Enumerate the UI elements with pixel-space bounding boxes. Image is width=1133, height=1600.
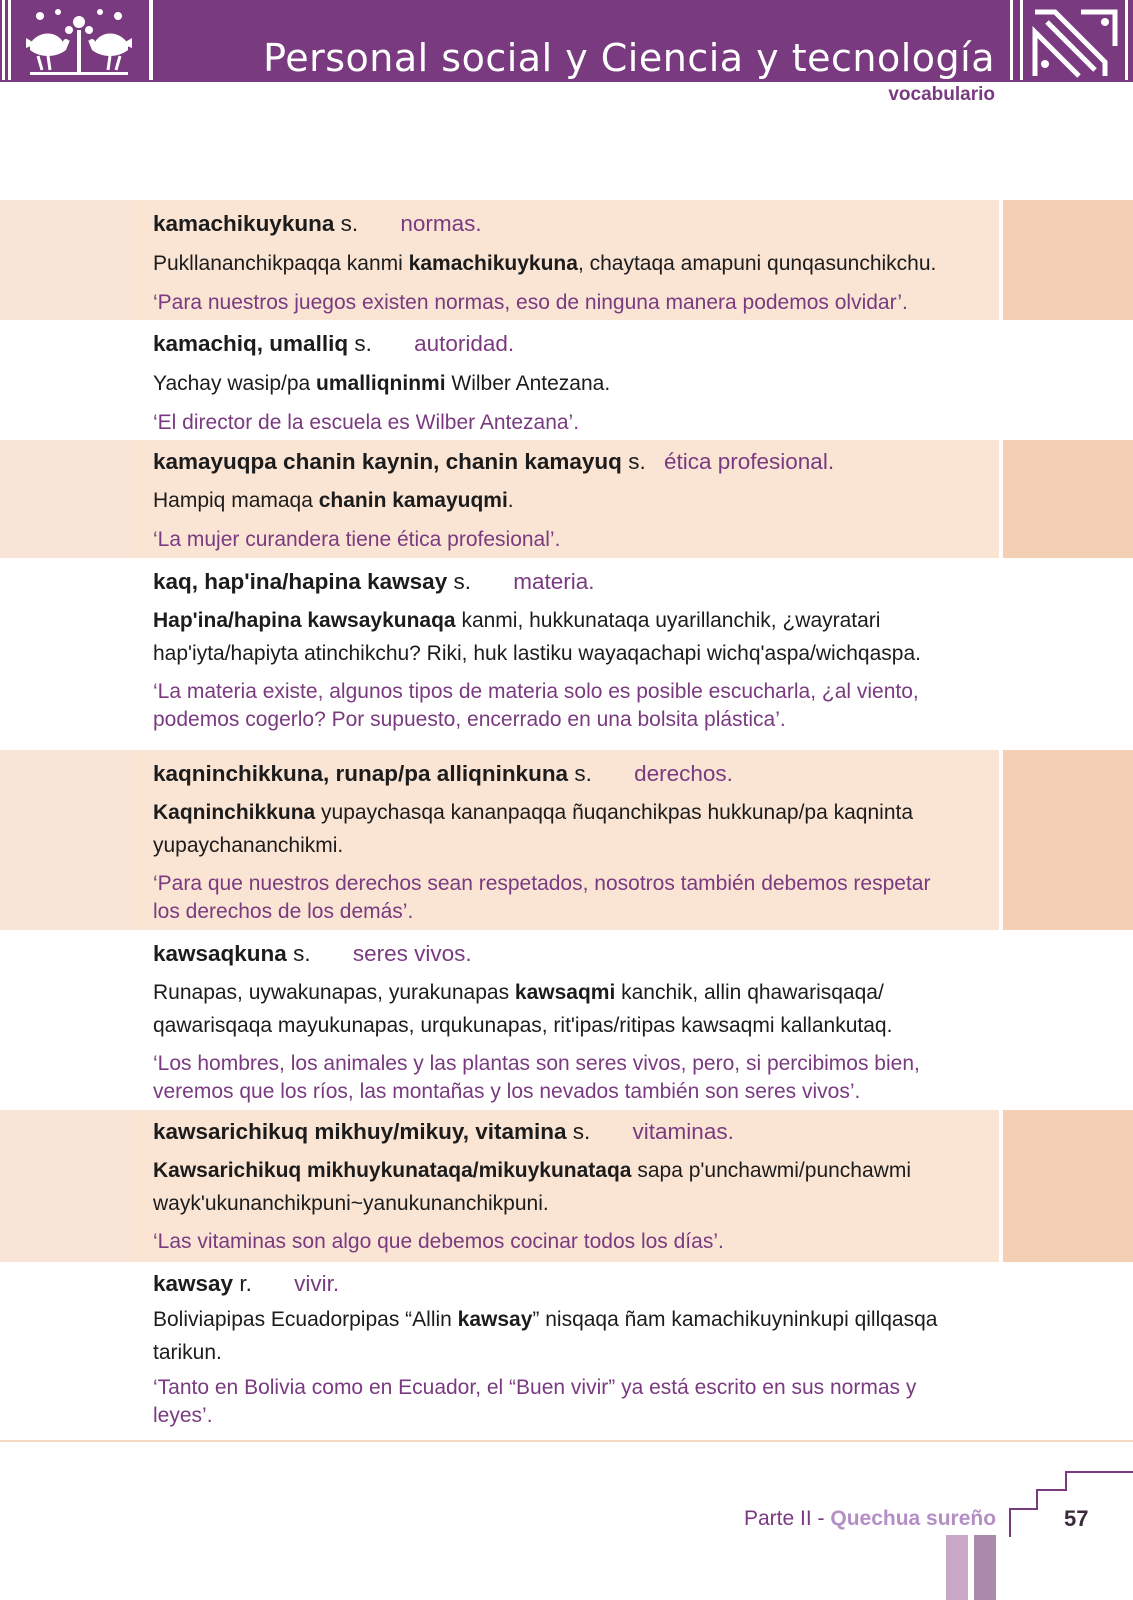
example-keyword: chanin kamayuqmi xyxy=(318,489,508,512)
vocab-entry xyxy=(0,1110,1133,1262)
example-sentence-cont: wayk'ukunanchikpuni~yanukunanchikpuni. xyxy=(153,1192,549,1215)
header-ornament-border xyxy=(1010,0,1013,80)
gloss: seres vivos. xyxy=(352,941,472,966)
example-sentence xyxy=(153,368,993,400)
part-of-speech: s. xyxy=(453,569,471,594)
headword: kawsarichikuq mikhuy/mikuy, vitamina xyxy=(153,1119,567,1144)
vocab-entry xyxy=(0,200,1133,320)
example-sentence xyxy=(153,248,993,280)
example-sentence xyxy=(153,1304,993,1336)
vocab-entry xyxy=(0,320,1133,440)
example-keyword: Kaqninchikkuna xyxy=(153,801,316,824)
page-number: 57 xyxy=(1064,1506,1089,1531)
example-keyword: Kawsarichikuq mikhuykunataqa/mikuykunataqa xyxy=(153,1159,632,1182)
example-sentence-cont: tarikun. xyxy=(153,1341,222,1364)
headword: kawsaqkuna xyxy=(153,941,287,966)
section-label: vocabulario xyxy=(888,84,995,105)
example-text: Wilber Antezana. xyxy=(445,372,611,395)
page-title: Personal social y Ciencia y tecnología xyxy=(263,36,995,80)
translation-cont: podemos cogerlo? Por supuesto, encerrado en una bolsita plástica’. xyxy=(153,708,786,731)
gloss: vivir. xyxy=(294,1271,340,1296)
part-of-speech: s. xyxy=(628,449,646,474)
translation: ‘La materia existe, algunos tipos de materia solo es posible escucharla, ¿al viento, xyxy=(153,680,919,703)
headword-line xyxy=(153,1116,993,1148)
example-sentence xyxy=(153,1155,993,1187)
example-keyword: kawsay xyxy=(457,1308,533,1331)
headword: kaqninchikkuna, runap/pa alliqninkuna xyxy=(153,761,569,786)
gloss: vitaminas. xyxy=(632,1119,734,1144)
example-sentence-cont: yupaychananchikmi. xyxy=(153,834,344,857)
headword-line xyxy=(153,758,993,790)
example-sentence xyxy=(153,977,993,1009)
example-keyword: kamachikuykuna xyxy=(408,252,578,275)
example-keyword: kawsaqmi xyxy=(514,981,616,1004)
part-of-speech: s. xyxy=(572,1119,591,1144)
headword-line xyxy=(153,938,993,970)
example-text: kanchik, allin qhawarisqaqa/ xyxy=(615,981,884,1004)
example-sentence xyxy=(153,605,993,637)
vocab-entry xyxy=(0,750,1133,930)
translation: ‘Para nuestros juegos existen normas, eso de ninguna manera podemos olvidar’. xyxy=(153,291,908,314)
headword-line xyxy=(153,566,993,598)
vocab-entry xyxy=(0,558,1133,750)
footer-bar xyxy=(946,1535,968,1600)
translation: ‘El director de la escuela es Wilber Antezana’. xyxy=(153,411,580,434)
example-text: ” nisqaqa ñam kamachikuyninkupi qillqasqa xyxy=(532,1308,938,1331)
translation: ‘Tanto en Bolivia como en Ecuador, el “Buen vivir” ya está escrito en sus normas y xyxy=(153,1376,917,1399)
headword: kawsay xyxy=(153,1271,234,1296)
part-label: Parte II - xyxy=(744,1507,831,1530)
headword: kamayuqpa chanin kaynin, chanin kamayuq xyxy=(153,449,622,474)
language-label: Quechua sureño xyxy=(830,1507,997,1530)
part-of-speech: s. xyxy=(354,331,372,356)
example-keyword: Hap'ina/hapina kawsaykunaqa xyxy=(153,609,456,632)
footer-part-label xyxy=(744,1507,996,1531)
translation-cont: leyes’. xyxy=(153,1404,213,1427)
translation-cont: veremos que los ríos, las montañas y los nevados también son seres vivos’. xyxy=(153,1080,861,1103)
footer-bar xyxy=(974,1535,996,1600)
vocab-entry xyxy=(0,930,1133,1110)
translation: ‘Los hombres, los animales y las plantas son seres vivos, pero, si percibimos bien, xyxy=(153,1052,920,1075)
bottom-divider xyxy=(0,1440,1133,1442)
headword-line xyxy=(153,1268,993,1300)
birds-tree-ornament-icon xyxy=(0,0,160,82)
example-keyword: umalliqninmi xyxy=(316,372,446,395)
headword-line xyxy=(153,208,993,240)
part-of-speech: s. xyxy=(293,941,311,966)
header-ornament-border xyxy=(1020,0,1023,80)
headword: kamachikuykuna xyxy=(153,211,335,236)
gloss: normas. xyxy=(400,211,482,236)
header-ornament-border xyxy=(1125,0,1128,80)
headword: kaq, hap'ina/hapina kawsay xyxy=(153,569,448,594)
headword: kamachiq, umalliq xyxy=(153,331,349,356)
example-sentence xyxy=(153,797,993,829)
example-text: kanmi, hukkunataqa uyarillanchik, ¿wayratari xyxy=(455,609,881,632)
translation: ‘Las vitaminas son algo que debemos cocinar todos los días’. xyxy=(153,1230,724,1253)
example-sentence xyxy=(153,485,993,517)
gloss: materia. xyxy=(513,569,595,594)
translation: ‘La mujer curandera tiene ética profesional’. xyxy=(153,528,561,551)
example-text: Pukllananchikpaqqa kanmi xyxy=(153,252,409,275)
part-of-speech: s. xyxy=(574,761,592,786)
vocab-entry xyxy=(0,440,1133,558)
example-text: sapa p'unchawmi/punchawmi xyxy=(631,1159,911,1182)
translation: ‘Para que nuestros derechos sean respetados, nosotros también debemos respetar xyxy=(153,872,931,895)
vocab-entry xyxy=(0,1262,1133,1440)
example-text: Yachay wasip/pa xyxy=(153,372,317,395)
headword-line xyxy=(153,328,993,360)
example-sentence-cont: hap'iyta/hapiyta atinchikchu? Riki, huk lastiku wayaqachapi wichq'aspa/wichqaspa. xyxy=(153,642,921,665)
example-text: yupaychasqa kananpaqqa ñuqanchikpas hukkunap/pa kaqninta xyxy=(315,801,914,824)
example-text: Runapas, uywakunapas, yurakunapas xyxy=(153,981,515,1004)
geometric-ornament-icon xyxy=(1025,2,1125,82)
example-text: , chaytaqa amapuni qunqasunchikchu. xyxy=(577,252,937,275)
part-of-speech: r. xyxy=(239,1271,252,1296)
headword-line xyxy=(153,446,993,478)
example-sentence-cont: qawarisqaqa mayukunapas, urqukunapas, rit'ipas/ritipas kawsaqmi kallankutaq. xyxy=(153,1014,893,1037)
header-ornament-left xyxy=(0,0,160,82)
gloss: autoridad. xyxy=(414,331,515,356)
example-text: Hampiq mamaqa xyxy=(153,489,319,512)
example-text: . xyxy=(507,489,514,512)
part-of-speech: s. xyxy=(340,211,359,236)
translation-cont: los derechos de los demás’. xyxy=(153,900,414,923)
example-text: Boliviapipas Ecuadorpipas “Allin xyxy=(153,1308,458,1331)
gloss: derechos. xyxy=(634,761,733,786)
gloss: ética profesional. xyxy=(663,449,835,474)
